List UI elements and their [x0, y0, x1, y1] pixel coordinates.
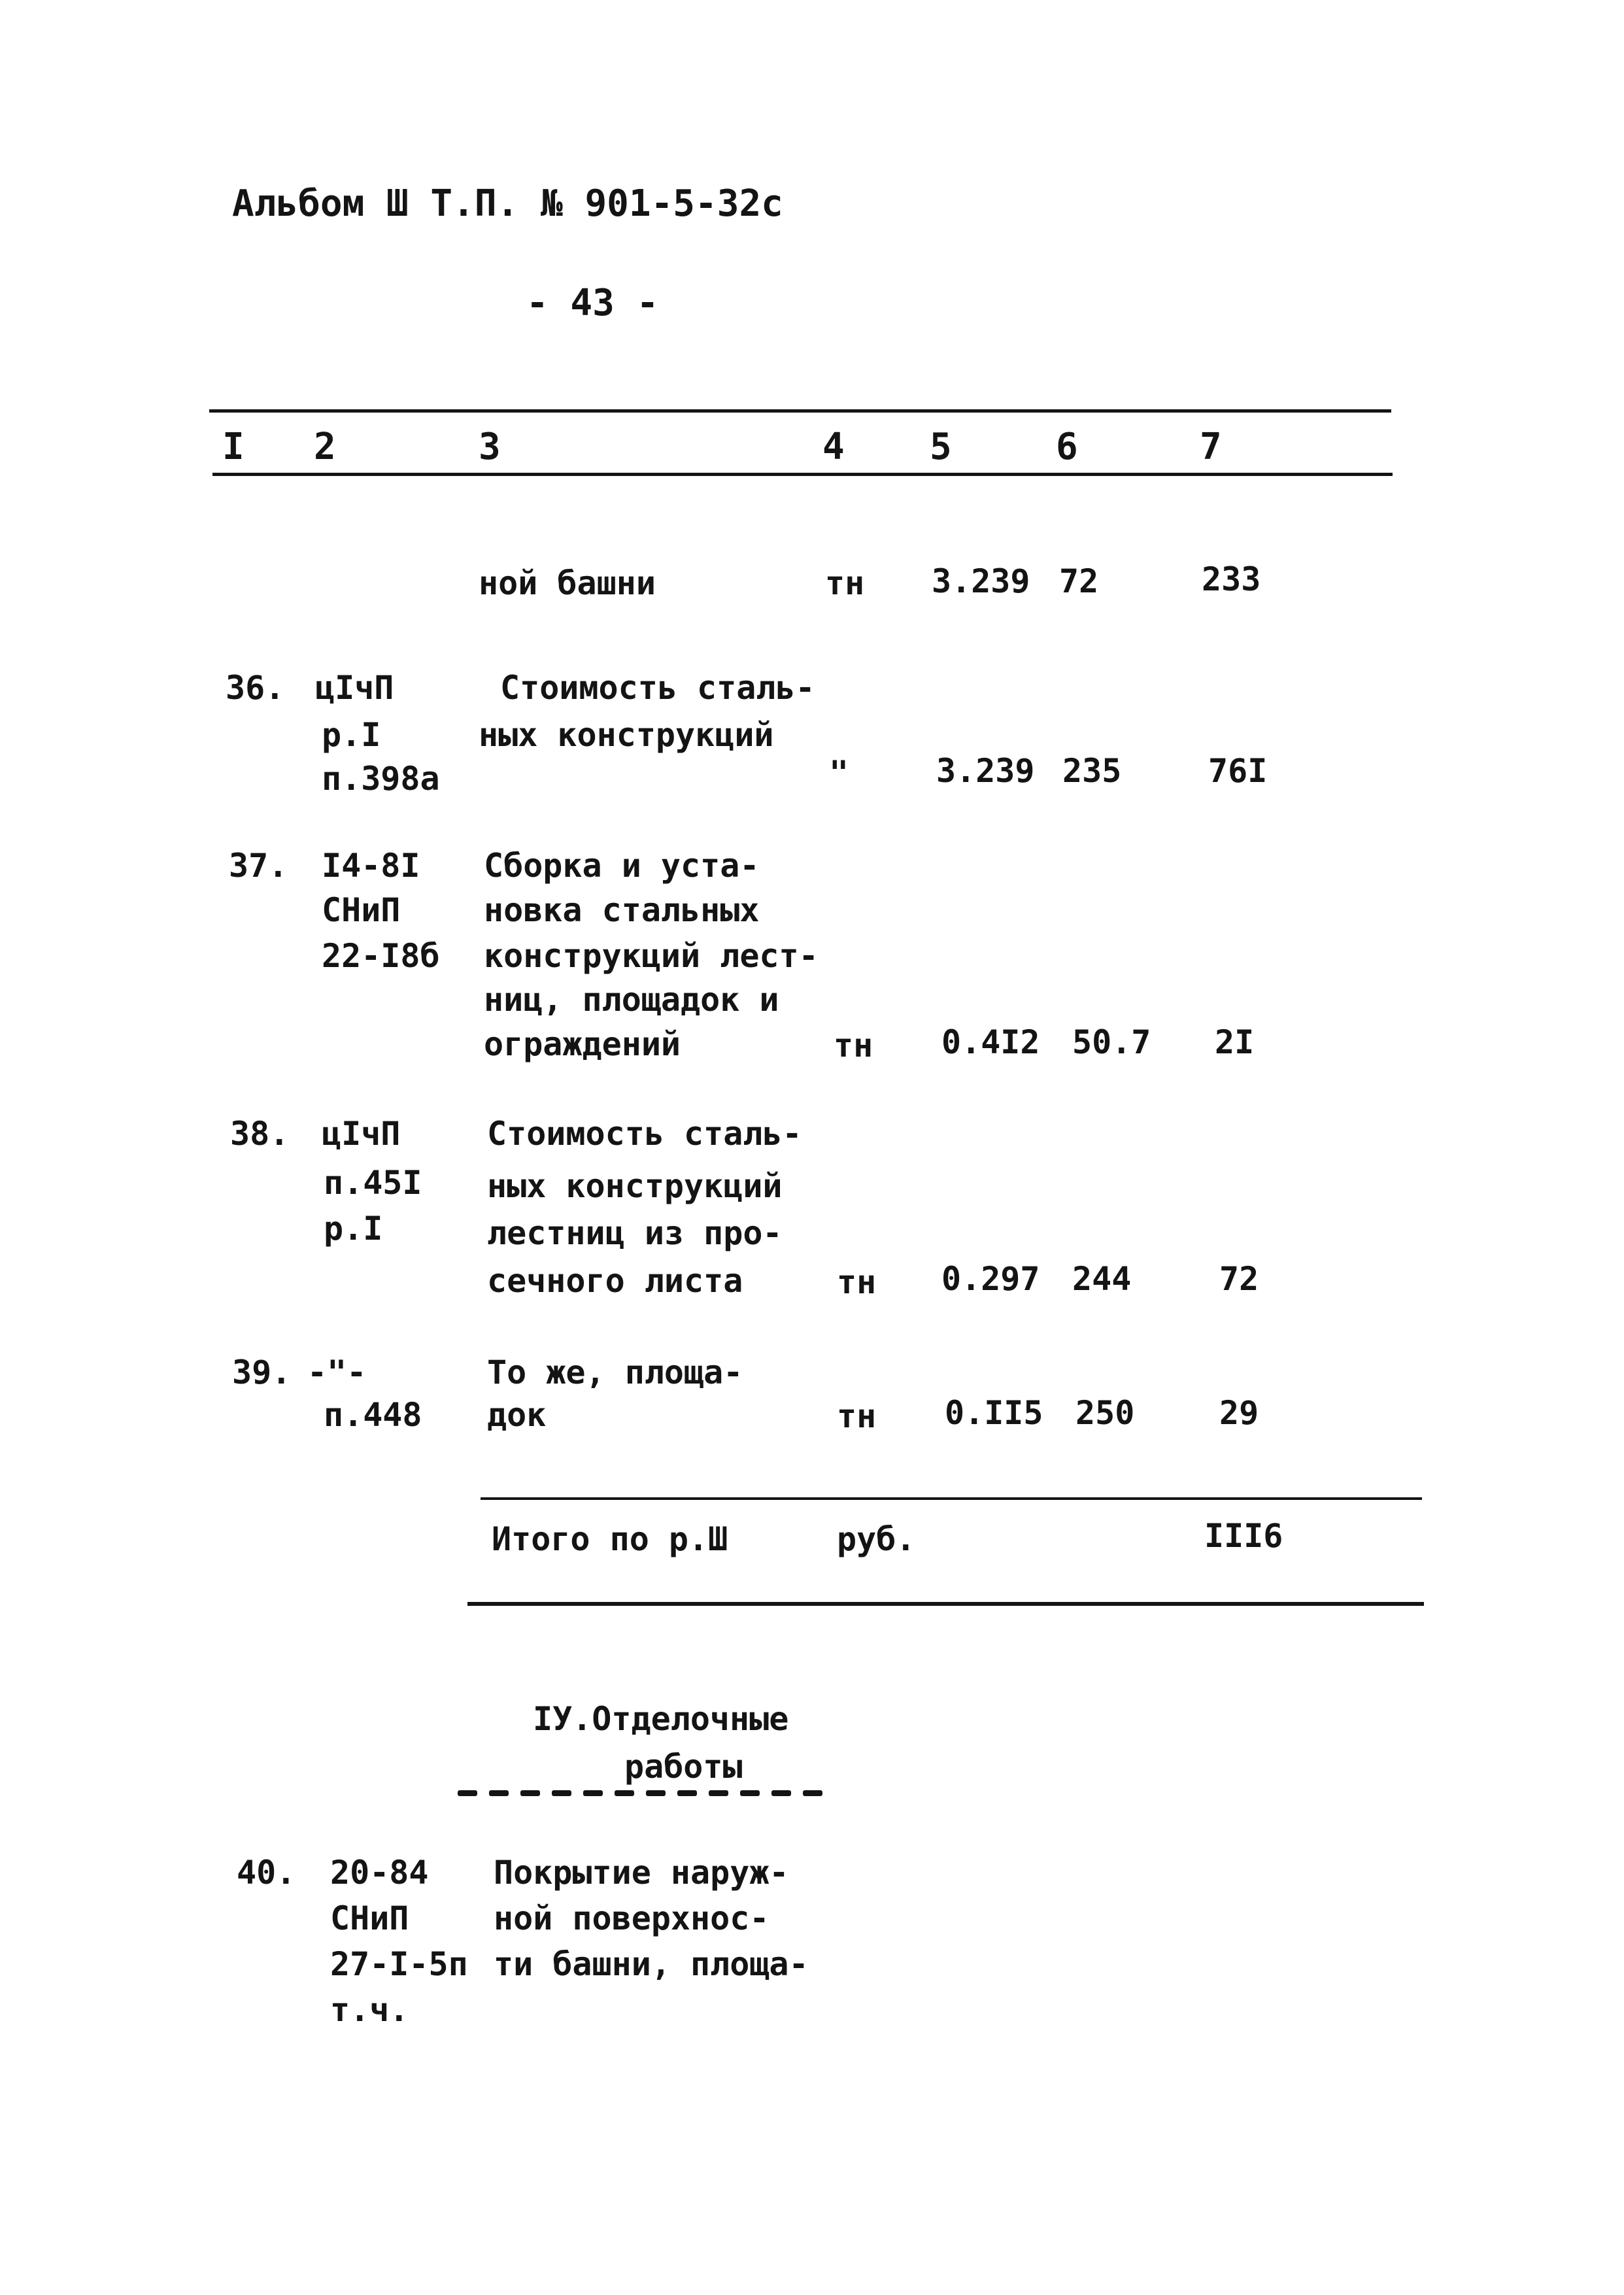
row-qty: 0.II5 [945, 1394, 1043, 1432]
row-ref: I4-8I [322, 847, 420, 885]
row-desc: Стоимость сталь- [500, 669, 815, 707]
row-desc: Покрытие наруж- [494, 1854, 789, 1892]
row-price: 244 [1072, 1260, 1132, 1298]
row-desc: лестниц из про- [487, 1214, 783, 1252]
subtotal-top-rule [481, 1497, 1422, 1500]
column-header-3: 3 [479, 426, 501, 468]
row-unit: тн [834, 1027, 873, 1064]
row-ref: СНиП [330, 1899, 409, 1937]
row-ref: 22-I8б [322, 937, 440, 975]
row-ref: р.I [322, 716, 381, 754]
row-ref: СНиП [322, 891, 401, 929]
row-total: 2I [1215, 1023, 1255, 1061]
row-desc: конструкций лест- [484, 937, 819, 975]
row-unit: тн [825, 564, 865, 602]
column-header-6: 6 [1056, 426, 1078, 468]
subtotal-bottom-rule [467, 1602, 1424, 1606]
row-total: 233 [1202, 560, 1261, 598]
subtotal-unit: руб. [837, 1520, 916, 1558]
table-top-rule [209, 409, 1391, 413]
row-price: 72 [1059, 562, 1099, 600]
row-ref: цIчП [322, 1115, 401, 1153]
row-number: 40. [237, 1854, 296, 1892]
row-desc: Стоимость сталь- [487, 1115, 802, 1153]
column-header-7: 7 [1200, 426, 1222, 468]
album-reference: Альбом Ш Т.П. № 901-5-32с [232, 182, 783, 225]
row-unit: тн [837, 1263, 877, 1301]
row-ref: цIчП [315, 669, 394, 707]
column-header-2: 2 [314, 426, 336, 468]
row-unit: тн [837, 1397, 877, 1435]
row-desc: ти башни, площа- [494, 1945, 809, 1983]
row-desc: ниц, площадок и [484, 981, 779, 1019]
row-desc: док [487, 1396, 547, 1434]
row-desc: новка стальных [484, 891, 760, 929]
row-desc: сечного листа [487, 1262, 743, 1300]
row-qty: 3.239 [932, 562, 1030, 600]
row-price: 50.7 [1072, 1023, 1151, 1061]
row-ref: п.45I [324, 1164, 422, 1202]
header-bottom-rule [212, 473, 1393, 476]
row-ref: п.448 [324, 1396, 422, 1434]
section-underline [458, 1790, 850, 1798]
row-ref: 20-84 [330, 1854, 429, 1892]
row-unit: " [829, 754, 849, 792]
row-desc: Сборка и уста- [484, 847, 760, 885]
column-header-4: 4 [822, 426, 845, 468]
row-desc: ных конструкций [487, 1167, 783, 1205]
row-total: 72 [1219, 1260, 1259, 1298]
row-desc: ограждений [484, 1025, 681, 1063]
row-ref: -"- [307, 1353, 367, 1391]
page-number: - 43 - [526, 282, 659, 324]
section-title: работы [624, 1748, 743, 1786]
section-title: IУ.Отделочные [533, 1700, 789, 1738]
row-total: 29 [1219, 1394, 1259, 1432]
row-ref: т.ч. [330, 1991, 409, 2029]
row-qty: 0.297 [941, 1260, 1040, 1298]
row-number: 39. [232, 1353, 292, 1391]
row-price: 250 [1075, 1394, 1135, 1432]
column-header-1: I [222, 426, 245, 468]
row-ref: п.398а [322, 760, 440, 798]
subtotal-label: Итого по р.Ш [492, 1520, 728, 1558]
row-desc: ной поверхнос- [494, 1899, 770, 1937]
column-header-5: 5 [930, 426, 952, 468]
row-ref: р.I [324, 1210, 383, 1248]
row-desc: ной башни [479, 564, 656, 602]
row-number: 37. [229, 847, 288, 885]
row-number: 36. [226, 669, 285, 707]
row-total: 76I [1208, 752, 1268, 790]
row-qty: 3.239 [936, 752, 1035, 790]
row-desc: То же, площа- [487, 1353, 743, 1391]
row-price: 235 [1062, 752, 1122, 790]
row-ref: 27-I-5п [330, 1945, 468, 1983]
row-number: 38. [230, 1115, 290, 1153]
row-desc: ных конструкций [479, 716, 774, 754]
row-qty: 0.4I2 [941, 1023, 1040, 1061]
subtotal-total: III6 [1204, 1517, 1283, 1555]
